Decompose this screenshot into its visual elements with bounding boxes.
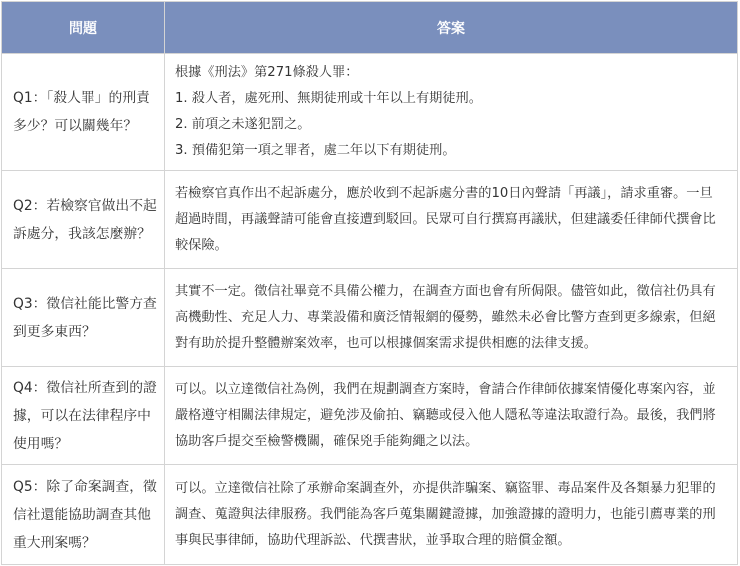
faq-table	[1, 1, 738, 565]
table-row	[2, 367, 738, 465]
question-cell: Q2：若檢察官做出不起訴處分，我該怎麼辦？	[2, 171, 165, 269]
answer-cell: 若檢察官真作出不起訴處分，應於收到不起訴處分書的10日內聲請「再議」，請求重審。一旦超過時間，再議聲請可能會直接遭到駁回。民眾可自行撰寫再議狀，但建議委任律師代撰會比較保險。	[165, 171, 738, 269]
question-cell: Q4：徵信社所查到的證據，可以在法律程序中使用嗎？	[2, 367, 165, 465]
answer-cell: 可以。以立達徵信社為例，我們在規劃調查方案時，會請合作律師依據案情優化專案內容，並嚴格遵守相關法律規定，避免涉及偷拍、竊聽或侵入他人隱私等違法取證行為。最後，我們將協助客戶提交至檢警機關，確保兇手能夠繩之以法。	[165, 367, 738, 465]
answer-cell: 可以。立達徵信社除了承辦命案調查外，亦提供詐騙案、竊盜罪、毒品案件及各類暴力犯罪的調查、蒐證與法律服務。我們能為客戶蒐集關鍵證據，加強證據的證明力，也能引薦專業的刑事與民事律師，協助代理訴訟、代撰書狀，並爭取合理的賠償金額。	[165, 465, 738, 565]
answer-line: 1. 殺人者，處死刑、無期徒刑或十年以上有期徒刑。	[175, 91, 482, 106]
header-row	[2, 2, 738, 54]
table-row	[2, 171, 738, 269]
table-row	[2, 465, 738, 565]
answer-cell	[165, 54, 738, 171]
answer-line: 3. 預備犯第一項之罪者，處二年以下有期徒刑。	[175, 143, 456, 158]
header-answer: 答案	[165, 2, 738, 54]
table-row	[2, 269, 738, 367]
answer-cell: 其實不一定。徵信社畢竟不具備公權力，在調查方面也會有所侷限。儘管如此，徵信社仍具有高機動性、充足人力、專業設備和廣泛情報網的優勢，雖然未必會比警方查到更多線索，但絕對有助於提升整體辦案效率，也可以根據個案需求提供相應的法律支援。	[165, 269, 738, 367]
question-cell: Q5：除了命案調查，徵信社還能協助調查其他重大刑案嗎？	[2, 465, 165, 565]
answer-line: 根據《刑法》第271條殺人罪：	[175, 65, 359, 80]
answer-line: 2. 前項之未遂犯罰之。	[175, 117, 311, 132]
header-question: 問題	[2, 2, 165, 54]
question-cell: Q1：「殺人罪」的刑責多少？可以關幾年？	[2, 54, 165, 171]
question-cell: Q3：徵信社能比警方查到更多東西？	[2, 269, 165, 367]
table-row	[2, 54, 738, 171]
